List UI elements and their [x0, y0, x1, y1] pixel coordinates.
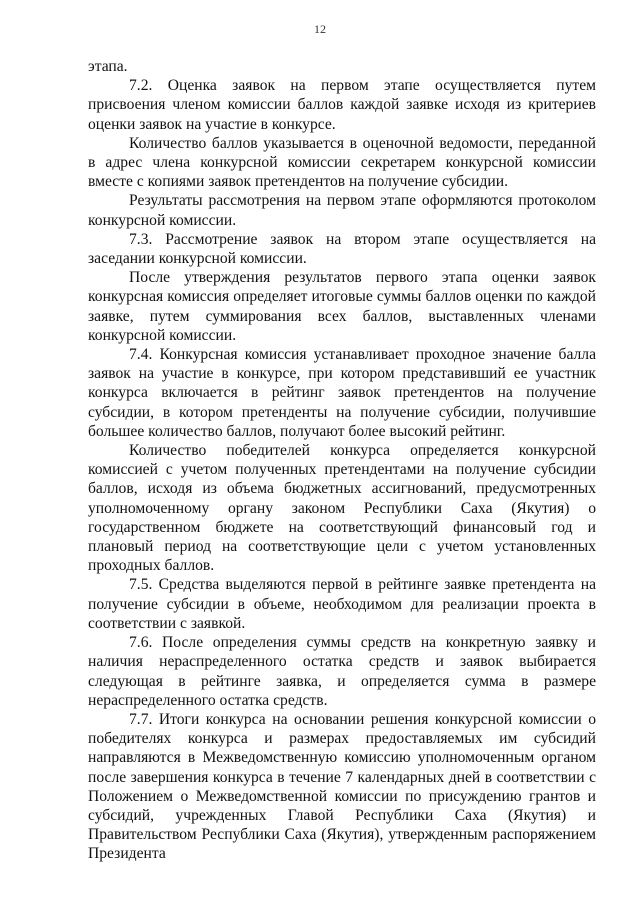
document-body	[88, 57, 596, 864]
paragraph-7-4: 7.4. Конкурсная комиссия устанавливает проходное значение балла заявок на участие в конкурсе, при котором представивший ее участник конкурса включается в рейтинг заявок претендентов на получение субсидии, в котором претенденты на получение субсидии, получившие большее количество баллов, получают более высокий рейтинг.	[88, 346, 596, 440]
paragraph-7-2: 7.2. Оценка заявок на первом этапе осуществляется путем присвоения членом комиссии баллов каждой заявке исходя из критериев оценки заявок на участие в конкурсе.	[88, 77, 596, 133]
paragraph-7-6: 7.6. После определения суммы средств на конкретную заявку и наличия нераспределенного остатка средств и заявок выбирается следующая в рейтинге заявка, и определяется сумма в размере нераспределенного остатка средств.	[88, 634, 596, 709]
paragraph-7-3: 7.3. Рассмотрение заявок на втором этапе осуществляется на заседании конкурсной комиссии.	[88, 230, 596, 268]
paragraph-7-7: 7.7. Итоги конкурса на основании решения конкурсной комиссии о победителях конкурса и размерах предоставляемых им субсидий направляются в Межведомственную комиссию уполномоченным органом после завершения конкурса в течение 7 календарных дней в соответствии с Положением о Межведомственной комиссии по присуждению грантов и субсидий, учрежденных Главой Республики Саха (Якутия) и Правительством Республики Саха (Якутия), утвержденным распоряжением Президента	[88, 710, 596, 863]
paragraph-winners-count: Количество победителей конкурса определяется конкурсной комиссией с учетом полученных претендентами на получение субсидии баллов, исходя из объема бюджетных ассигнований, предусмотренных уполномоченному органу законом Республики Саха (Якутия) о государственном бюджете на соответствующий финансовый год и плановый период на соответствующие цели с учетом установленных проходных баллов.	[88, 442, 596, 575]
paragraph-continuation: этапа.	[88, 58, 128, 75]
paragraph-7-5: 7.5. Средства выделяются первой в рейтинге заявке претендента на получение субсидии в объеме, необходимом для реализации проекта в соответствии с заявкой.	[88, 576, 596, 632]
paragraph-score-count: Количество баллов указывается в оценочной ведомости, переданной в адрес члена конкурсной комиссии секретарем конкурсной комиссии вместе с копиями заявок претендентов на получение субсидии.	[88, 134, 596, 191]
paragraph-first-stage-results: Результаты рассмотрения на первом этапе оформляются протоколом конкурсной комиссии.	[88, 192, 596, 229]
paragraph-after-approval: После утверждения результатов первого этапа оценки заявок конкурсная комиссия определяет итоговые суммы баллов оценки по каждой заявке, путем суммирования всех баллов, выставленных членами конкурсной комиссии.	[88, 269, 596, 344]
page-number: 12	[314, 22, 326, 36]
